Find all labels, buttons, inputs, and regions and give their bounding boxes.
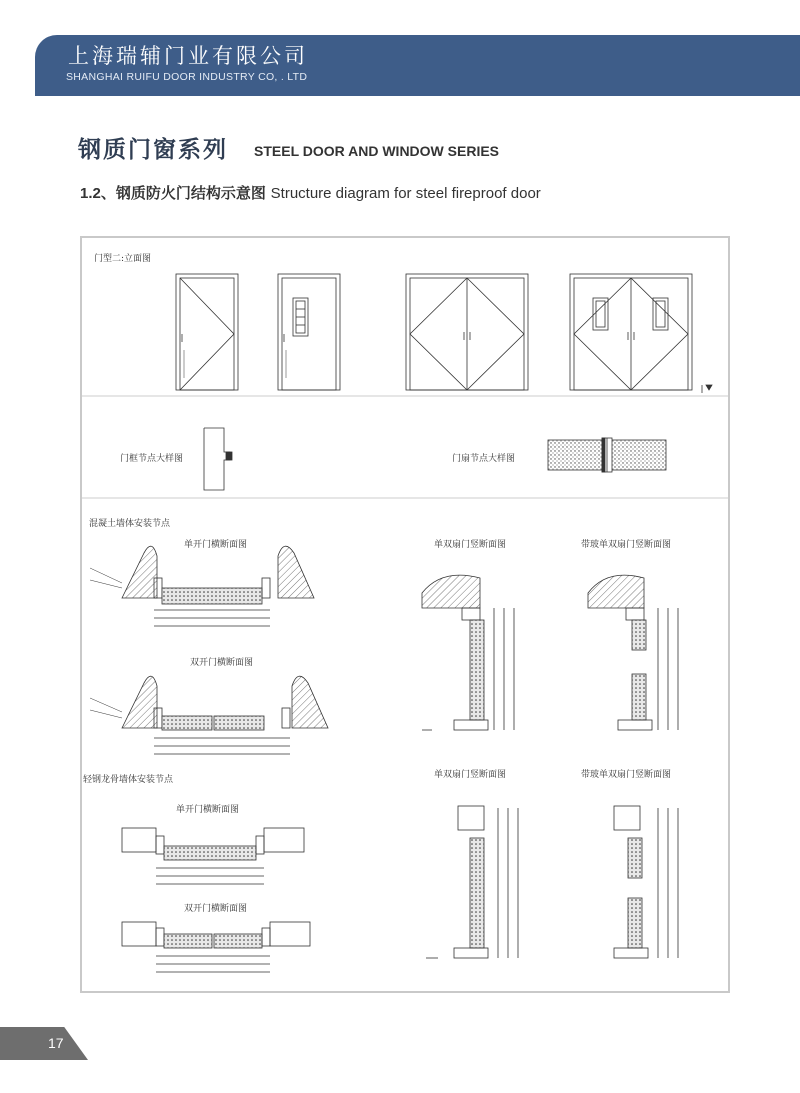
- steel-single-horizontal: [122, 828, 304, 884]
- section-title-en: STEEL DOOR AND WINDOW SERIES: [254, 143, 500, 159]
- steel-double-vertical: [426, 806, 518, 958]
- concrete-double-vertical: [422, 575, 514, 730]
- steel-double-horizontal-label: 双开门横断面图: [184, 904, 248, 914]
- steel-double-horizontal: [122, 922, 310, 972]
- elevation-double-leaf-glass: [570, 274, 692, 390]
- elevation-double-leaf: [406, 274, 528, 390]
- steel-glass-vertical: [614, 806, 678, 958]
- steel-double-vertical-label: 单双扇门竖断面图: [434, 770, 507, 780]
- concrete-double-horizontal-label: 双开门横断面图: [190, 658, 254, 668]
- section-title-cn: 钢质门窗系列: [78, 137, 228, 163]
- subtitle-cn: 钢质防火门结构示意图: [115, 184, 266, 202]
- leaf-node-detail: [548, 438, 666, 472]
- concrete-double-vertical-label: 单双扇门竖断面图: [434, 540, 507, 550]
- frame-node-label: 门框节点大样图: [120, 454, 184, 464]
- concrete-glass-vertical-label: 带玻单双扇门竖断面图: [581, 540, 672, 550]
- concrete-glass-vertical: [588, 575, 678, 730]
- elevation-single-leaf: [176, 274, 238, 390]
- elevation-label: 门型二:立面图: [94, 254, 152, 264]
- subtitle-number: 1.2、: [80, 185, 116, 202]
- company-name-en: SHANGHAI RUIFU DOOR INDUSTRY CO, . LTD: [66, 71, 308, 83]
- steel-glass-vertical-label: 带玻单双扇门竖断面图: [581, 770, 672, 780]
- frame-node-detail: [204, 428, 232, 490]
- leaf-node-label: 门扇节点大样图: [452, 454, 516, 464]
- subtitle-en: Structure diagram for steel fireproof door: [270, 185, 541, 202]
- concrete-wall-label: 混凝土墙体安装节点: [89, 519, 171, 529]
- company-name-cn: 上海瑞辅门业有限公司: [68, 44, 308, 68]
- concrete-single-horizontal-label: 单开门横断面图: [184, 540, 248, 550]
- structure-diagram: [82, 238, 728, 991]
- steel-single-horizontal-label: 单开门横断面图: [176, 805, 240, 815]
- concrete-double-horizontal: [90, 676, 328, 754]
- steel-wall-label: 轻钢龙骨墙体安装节点: [83, 775, 174, 785]
- elevation-single-leaf-glass: [278, 274, 340, 390]
- concrete-single-horizontal: [90, 546, 314, 626]
- subtitle: [80, 182, 541, 203]
- page-number: 17: [48, 1035, 64, 1051]
